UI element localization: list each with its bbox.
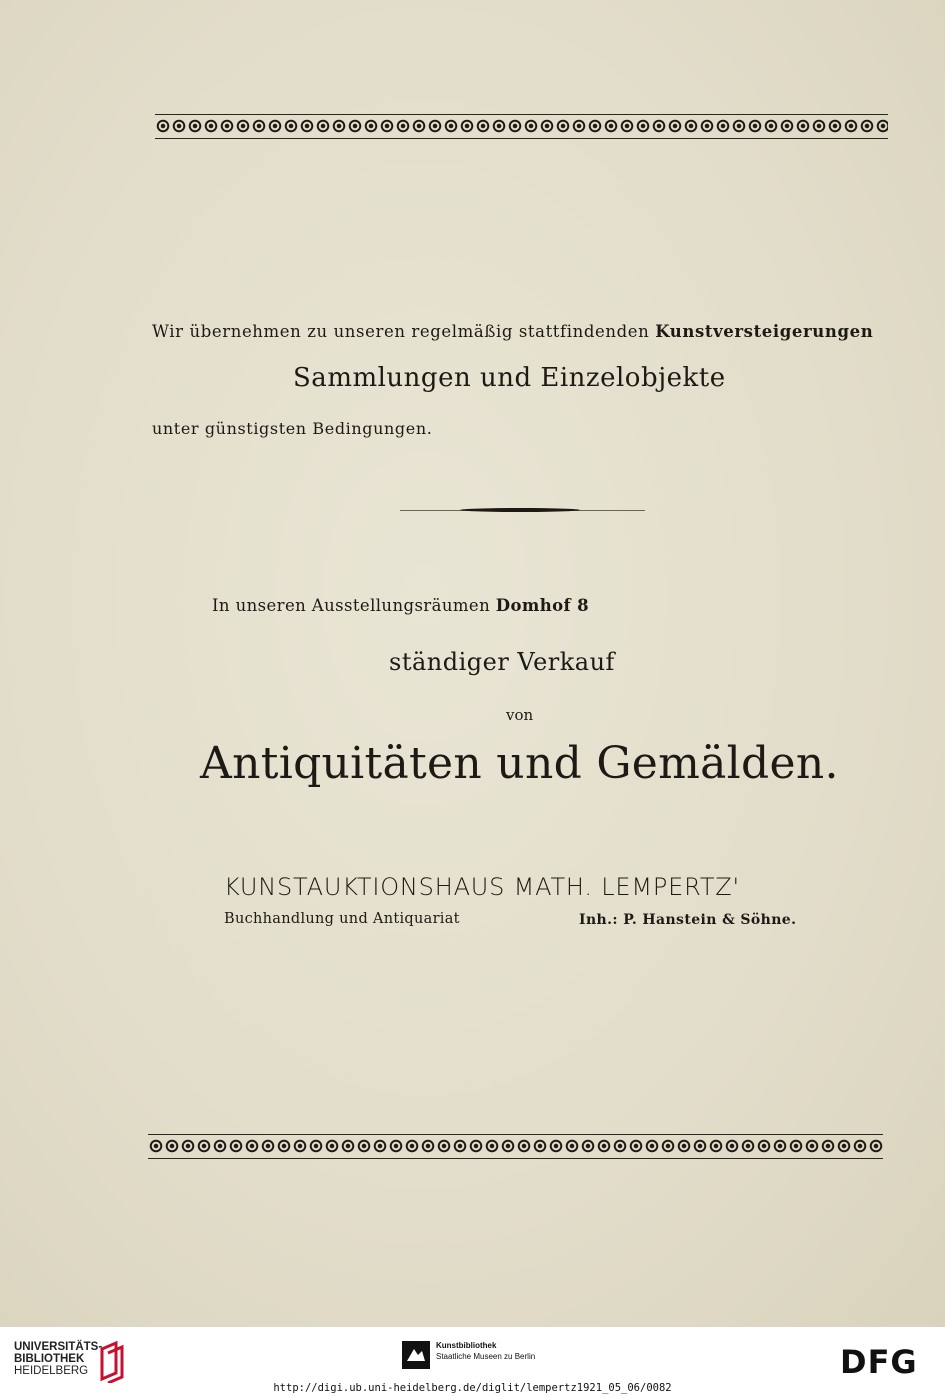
company-subtitle-right: Inh.: P. Hanstein & Söhne. [579, 912, 797, 928]
permalink-url[interactable]: http://digi.ub.uni-heidelberg.de/diglit/lempertz1921_05_06/0082 [273, 1382, 672, 1394]
exhibition-line-3: von [506, 706, 534, 724]
exhibition-headline: Antiquitäten und Gemälden. [200, 738, 839, 789]
intro-line-1-text: Wir übernehmen zu unseren regelmäßig stattfindenden [152, 322, 650, 341]
kb-line-1: Kunstbibliothek [436, 1341, 497, 1350]
dfg-logo: DFG [840, 1343, 918, 1381]
kunstbibliothek-text [436, 1340, 535, 1362]
intro-headline: Sammlungen und Einzelobjekte [293, 363, 726, 393]
company-name: KUNSTAUKTIONSHAUS MATH. LEMPERTZ' [224, 873, 740, 901]
intro-line-1-bold: Kunstversteigerungen [655, 322, 874, 341]
ub-line-1: UNIVERSITÄTS- [14, 1341, 103, 1353]
viewer-footer [0, 1327, 945, 1397]
section-divider [400, 508, 645, 512]
intro-line-3: unter günstigsten Bedingungen. [152, 419, 433, 438]
exhibition-line-1 [212, 596, 589, 615]
kb-line-2: Staatliche Museen zu Berlin [436, 1352, 536, 1361]
exhibition-address: Domhof 8 [495, 596, 590, 615]
exhibition-line-2: ständiger Verkauf [389, 648, 615, 676]
kunstbibliothek-icon [402, 1341, 430, 1369]
ub-line-2: BIBLIOTHEK [14, 1353, 85, 1365]
exhibition-line-1-text: In unseren Ausstellungsräumen [212, 596, 491, 615]
bottom-ornamental-border [148, 1134, 883, 1160]
top-ornamental-border [155, 114, 888, 140]
company-subtitle-left: Buchhandlung und Antiquariat [224, 911, 460, 927]
intro-line-1 [152, 322, 873, 341]
ub-heidelberg-icon [98, 1339, 126, 1383]
ub-line-3: HEIDELBERG [14, 1365, 89, 1377]
ub-heidelberg-logo-text [14, 1341, 102, 1377]
